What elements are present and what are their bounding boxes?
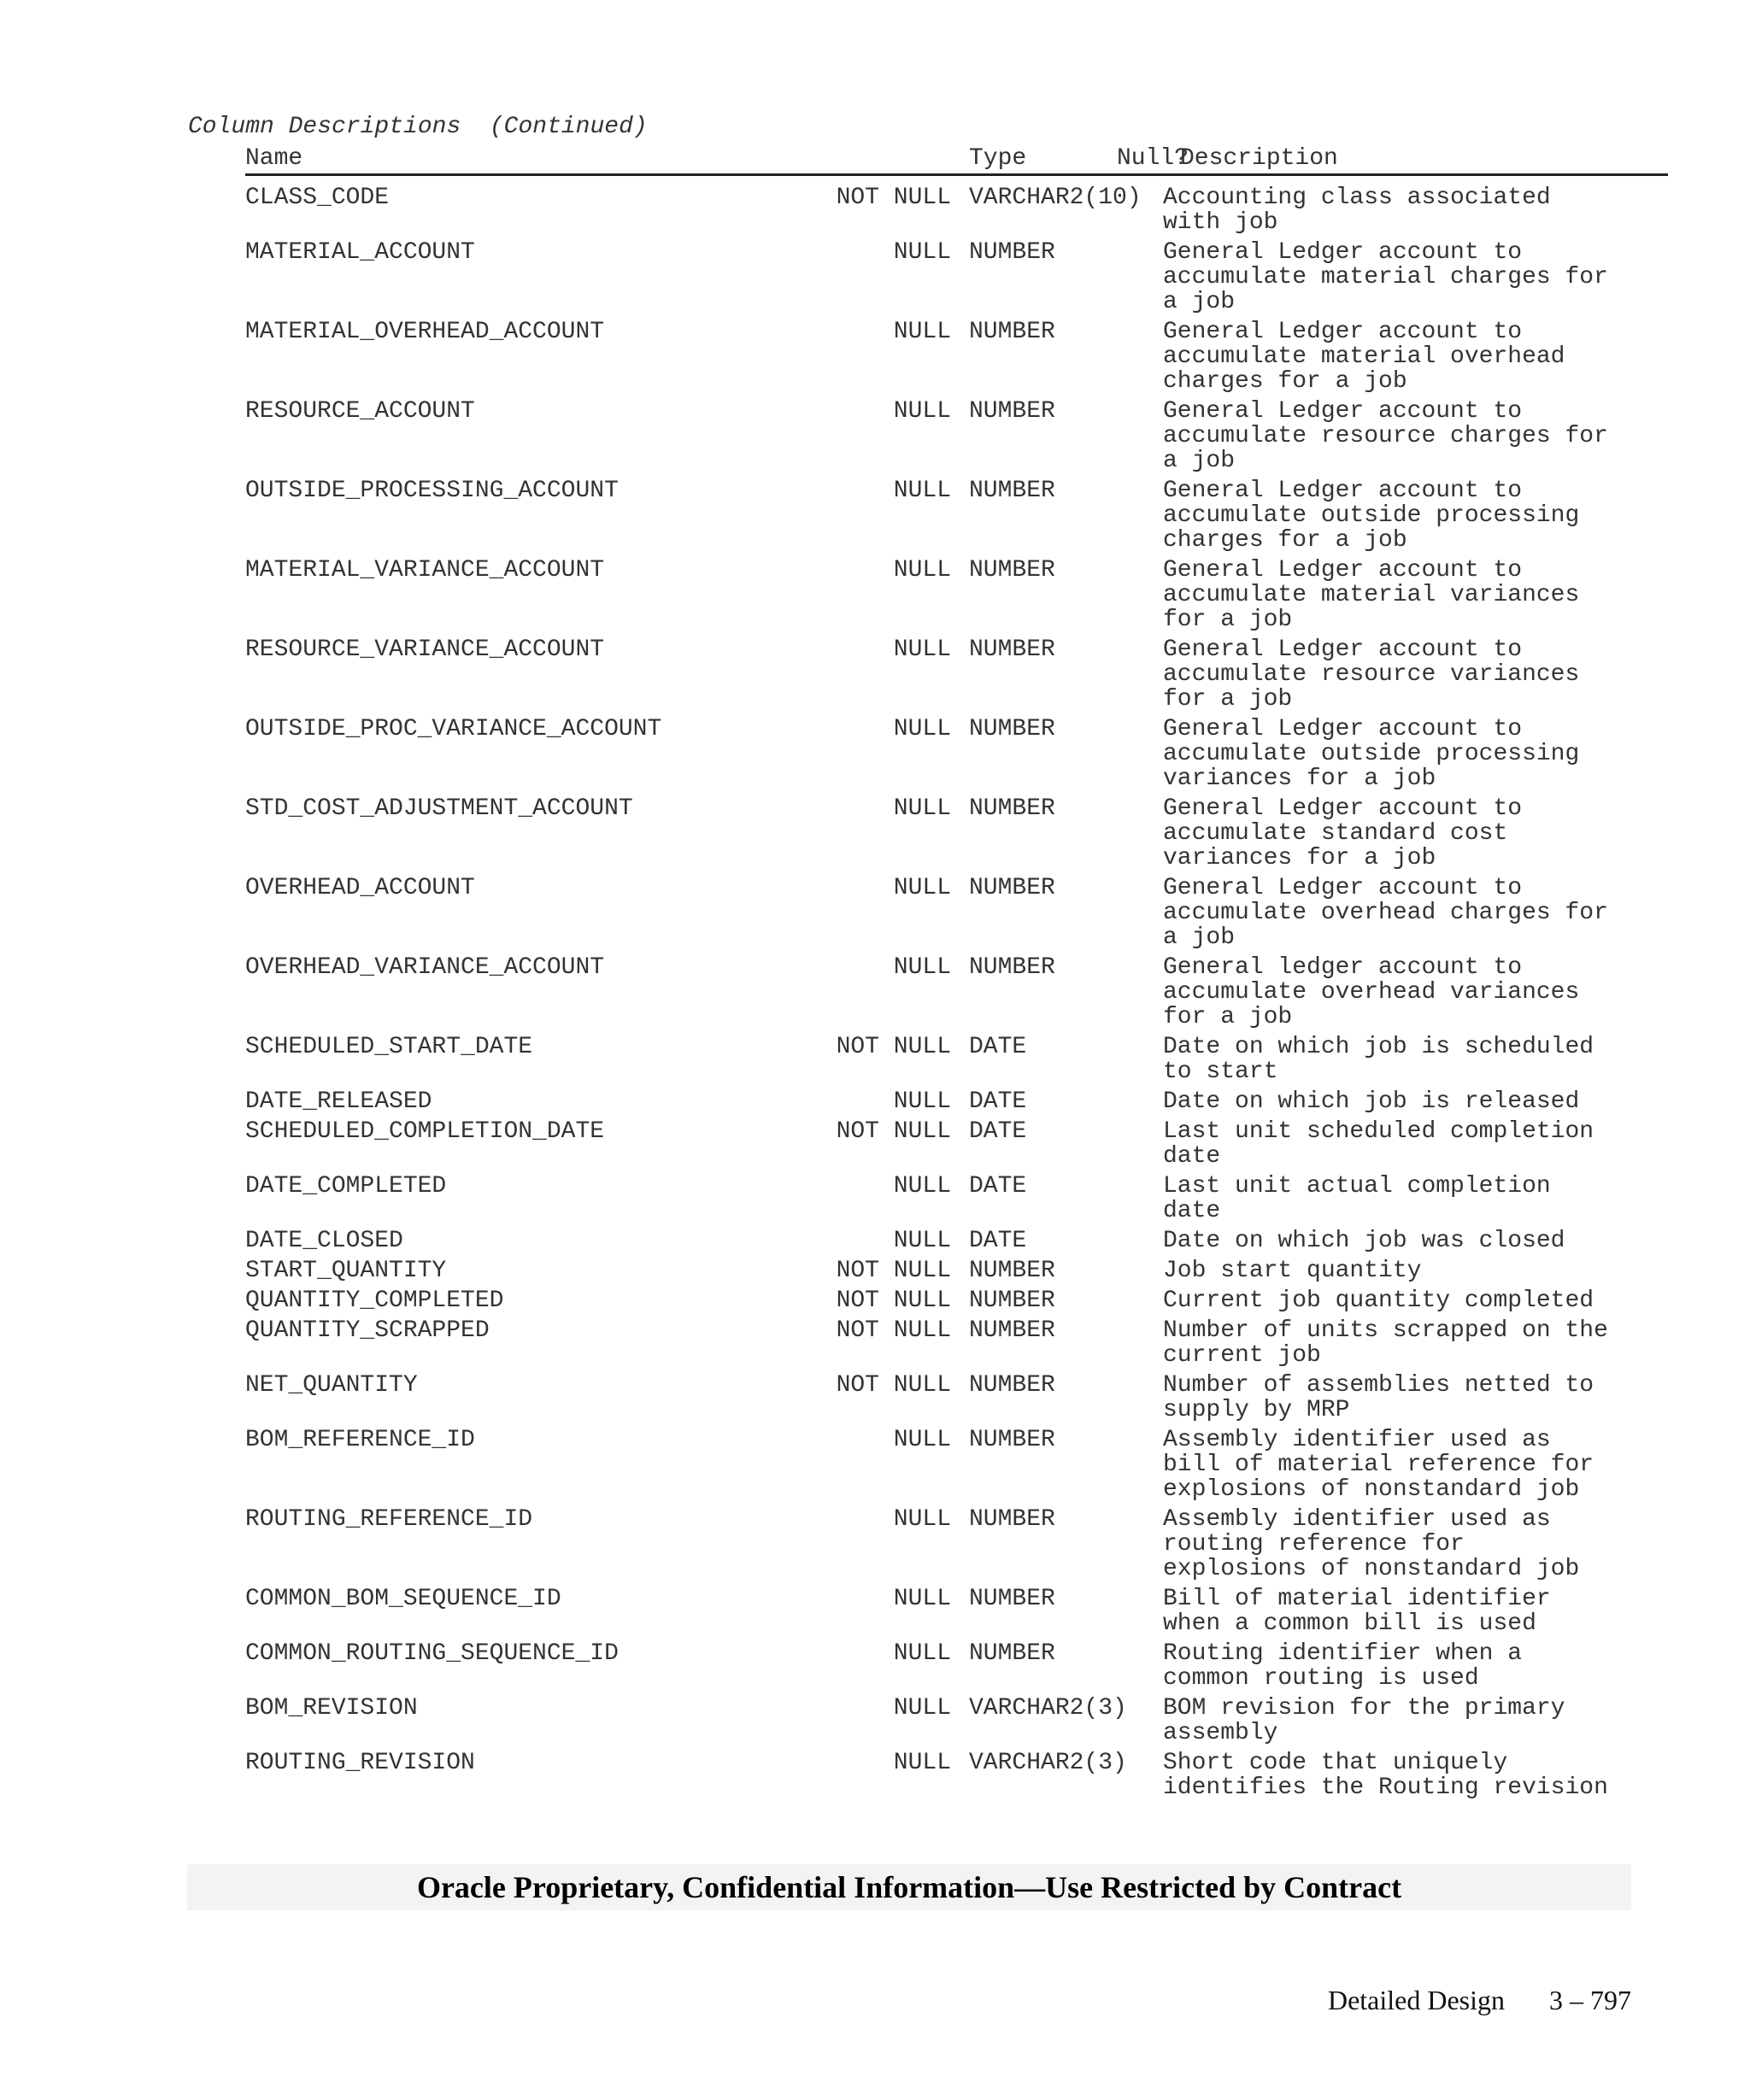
null-constraint-cell: NULL xyxy=(893,1427,951,1453)
null-constraint-cell: NULL xyxy=(893,319,951,345)
column-table-body xyxy=(245,185,1668,1805)
data-type-cell: NUMBER xyxy=(969,557,1055,584)
description-cell: Date on which job is released xyxy=(1163,1088,1580,1115)
column-name-cell: MATERIAL_OVERHEAD_ACCOUNT xyxy=(245,319,605,345)
data-type-cell: NUMBER xyxy=(969,478,1055,504)
footer-section-title: Detailed Design xyxy=(1327,1985,1505,2015)
null-constraint-cell: NULL xyxy=(893,398,951,425)
description-cell: BOM revision for the primary assembly xyxy=(1163,1695,1565,1746)
column-header-type: Type xyxy=(969,145,1027,172)
description-cell: Number of units scrapped on the current job xyxy=(1163,1317,1608,1369)
column-name-cell: OUTSIDE_PROC_VARIANCE_ACCOUNT xyxy=(245,716,662,742)
null-constraint-cell: NOT NULL xyxy=(836,1034,951,1060)
column-name-cell: QUANTITY_COMPLETED xyxy=(245,1288,504,1314)
column-name-cell: START_QUANTITY xyxy=(245,1258,447,1284)
data-type-cell: NUMBER xyxy=(969,398,1055,425)
data-type-cell: NUMBER xyxy=(969,636,1055,663)
data-type-cell: NUMBER xyxy=(969,1427,1055,1453)
column-name-cell: OUTSIDE_PROCESSING_ACCOUNT xyxy=(245,478,619,504)
data-type-cell: NUMBER xyxy=(969,716,1055,742)
table-row xyxy=(245,1229,1668,1253)
table-row xyxy=(245,955,1668,1029)
description-cell: General ledger account to accumulate overhead variances for a job xyxy=(1163,954,1580,1030)
table-row xyxy=(245,1428,1668,1502)
column-name-cell: DATE_RELEASED xyxy=(245,1088,432,1115)
column-name-cell: RESOURCE_VARIANCE_ACCOUNT xyxy=(245,636,605,663)
null-constraint-cell: NULL xyxy=(893,1695,951,1722)
column-name-cell: BOM_REVISION xyxy=(245,1695,418,1722)
column-name-cell: DATE_COMPLETED xyxy=(245,1173,447,1200)
null-constraint-cell: NULL xyxy=(893,1586,951,1612)
data-type-cell: NUMBER xyxy=(969,1640,1055,1667)
description-cell: Last unit scheduled completion date xyxy=(1163,1118,1594,1170)
null-constraint-cell: NOT NULL xyxy=(836,1118,951,1145)
null-constraint-cell: NULL xyxy=(893,795,951,822)
description-cell: General Ledger account to accumulate outside processing variances for a job xyxy=(1163,716,1580,792)
table-row xyxy=(245,1318,1668,1368)
data-type-cell: NUMBER xyxy=(969,239,1055,266)
data-type-cell: NUMBER xyxy=(969,795,1055,822)
description-cell: Assembly identifier used as bill of material reference for explosions of nonstandard job xyxy=(1163,1427,1594,1503)
null-constraint-cell: NOT NULL xyxy=(836,185,951,211)
table-row xyxy=(245,185,1668,235)
table-row xyxy=(245,240,1668,314)
description-cell: General Ledger account to accumulate overhead charges for a job xyxy=(1163,875,1608,951)
column-name-cell: STD_COST_ADJUSTMENT_ACCOUNT xyxy=(245,795,633,822)
data-type-cell: DATE xyxy=(969,1118,1027,1145)
table-row xyxy=(245,796,1668,871)
page-number: 3 – 797 xyxy=(1549,1985,1631,2015)
description-cell: Last unit actual completion date xyxy=(1163,1173,1551,1224)
data-type-cell: NUMBER xyxy=(969,1372,1055,1399)
data-type-cell: DATE xyxy=(969,1228,1027,1254)
table-row xyxy=(245,876,1668,950)
column-name-cell: CLASS_CODE xyxy=(245,185,390,211)
null-constraint-cell: NULL xyxy=(893,478,951,504)
null-constraint-cell: NULL xyxy=(893,557,951,584)
column-name-cell: ROUTING_REVISION xyxy=(245,1750,475,1776)
column-name-cell: BOM_REFERENCE_ID xyxy=(245,1427,475,1453)
description-cell: General Ledger account to accumulate resource variances for a job xyxy=(1163,636,1580,713)
data-type-cell: VARCHAR2(3) xyxy=(969,1750,1127,1776)
table-row xyxy=(245,1174,1668,1223)
description-cell: Date on which job is scheduled to start xyxy=(1163,1034,1594,1085)
column-name-cell: MATERIAL_ACCOUNT xyxy=(245,239,475,266)
data-type-cell: NUMBER xyxy=(969,1288,1055,1314)
description-cell: Bill of material identifier when a common bill is used xyxy=(1163,1586,1551,1637)
data-type-cell: DATE xyxy=(969,1088,1027,1115)
confidential-notice: Oracle Proprietary, Confidential Information––Use Restricted by Contract xyxy=(416,1870,1402,1904)
null-constraint-cell: NOT NULL xyxy=(836,1372,951,1399)
column-name-cell: SCHEDULED_START_DATE xyxy=(245,1034,533,1060)
data-type-cell: NUMBER xyxy=(969,319,1055,345)
column-name-cell: OVERHEAD_ACCOUNT xyxy=(245,875,475,901)
table-row xyxy=(245,1288,1668,1313)
data-type-cell: NUMBER xyxy=(969,1506,1055,1533)
table-row xyxy=(245,1641,1668,1691)
data-type-cell: NUMBER xyxy=(969,875,1055,901)
column-name-cell: COMMON_ROUTING_SEQUENCE_ID xyxy=(245,1640,619,1667)
null-constraint-cell: NULL xyxy=(893,636,951,663)
column-name-cell: MATERIAL_VARIANCE_ACCOUNT xyxy=(245,557,605,584)
data-type-cell: DATE xyxy=(969,1034,1027,1060)
column-name-cell: OVERHEAD_VARIANCE_ACCOUNT xyxy=(245,954,605,981)
table-row xyxy=(245,1373,1668,1422)
column-name-cell: QUANTITY_SCRAPPED xyxy=(245,1317,490,1344)
description-cell: General Ledger account to accumulate standard cost variances for a job xyxy=(1163,795,1523,871)
data-type-cell: VARCHAR2(10) xyxy=(969,185,1142,211)
null-constraint-cell: NULL xyxy=(893,1088,951,1115)
description-cell: Number of assemblies netted to supply by MRP xyxy=(1163,1372,1594,1423)
description-cell: General Ledger account to accumulate material overhead charges for a job xyxy=(1163,319,1565,395)
description-cell: Accounting class associated with job xyxy=(1163,185,1551,236)
table-row xyxy=(245,1035,1668,1084)
table-row xyxy=(245,1696,1668,1745)
table-row xyxy=(245,1089,1668,1114)
description-cell: Routing identifier when a common routing is used xyxy=(1163,1640,1523,1692)
column-header-description: Description xyxy=(1180,145,1338,172)
column-name-cell: ROUTING_REFERENCE_ID xyxy=(245,1506,533,1533)
column-name-cell: COMMON_BOM_SEQUENCE_ID xyxy=(245,1586,561,1612)
null-constraint-cell: NULL xyxy=(893,875,951,901)
confidential-banner xyxy=(187,1864,1631,1910)
data-type-cell: DATE xyxy=(969,1173,1027,1200)
null-constraint-cell: NOT NULL xyxy=(836,1288,951,1314)
null-constraint-cell: NULL xyxy=(893,239,951,266)
null-constraint-cell: NULL xyxy=(893,1640,951,1667)
section-caption: Column Descriptions (Continued) xyxy=(188,114,648,140)
data-type-cell: VARCHAR2(3) xyxy=(969,1695,1127,1722)
table-row xyxy=(245,558,1668,632)
null-constraint-cell: NOT NULL xyxy=(836,1317,951,1344)
table-row xyxy=(245,637,1668,712)
null-constraint-cell: NULL xyxy=(893,954,951,981)
data-type-cell: NUMBER xyxy=(969,1258,1055,1284)
null-constraint-cell: NOT NULL xyxy=(836,1258,951,1284)
table-row xyxy=(245,717,1668,791)
table-row xyxy=(245,1507,1668,1581)
column-header-name: Name xyxy=(245,145,303,172)
description-cell: Current job quantity completed xyxy=(1163,1288,1594,1314)
table-row xyxy=(245,478,1668,553)
null-constraint-cell: NULL xyxy=(893,1506,951,1533)
table-row xyxy=(245,1258,1668,1283)
table-row xyxy=(245,399,1668,473)
description-cell: General Ledger account to accumulate resource charges for a job xyxy=(1163,398,1608,474)
table-row xyxy=(245,1119,1668,1169)
column-name-cell: NET_QUANTITY xyxy=(245,1372,418,1399)
table-row xyxy=(245,1587,1668,1636)
data-type-cell: NUMBER xyxy=(969,1586,1055,1612)
null-constraint-cell: NULL xyxy=(893,716,951,742)
column-name-cell: RESOURCE_ACCOUNT xyxy=(245,398,475,425)
column-header-null-label: Null? xyxy=(1117,145,1189,172)
description-cell: General Ledger account to accumulate outside processing charges for a job xyxy=(1163,478,1580,554)
null-constraint-cell: NULL xyxy=(893,1173,951,1200)
column-name-cell: DATE_CLOSED xyxy=(245,1228,403,1254)
description-cell: General Ledger account to accumulate material charges for a job xyxy=(1163,239,1608,315)
data-type-cell: NUMBER xyxy=(969,1317,1055,1344)
description-cell: Assembly identifier used as routing reference for explosions of nonstandard job xyxy=(1163,1506,1580,1582)
column-name-cell: SCHEDULED_COMPLETION_DATE xyxy=(245,1118,605,1145)
data-type-cell: NUMBER xyxy=(969,954,1055,981)
description-cell: Short code that uniquely identifies the Routing revision xyxy=(1163,1750,1608,1801)
page-footer xyxy=(1314,1953,1631,2016)
table-row xyxy=(245,320,1668,394)
null-constraint-cell: NULL xyxy=(893,1750,951,1776)
null-constraint-cell: NULL xyxy=(893,1228,951,1254)
table-row xyxy=(245,1751,1668,1800)
description-cell: Job start quantity xyxy=(1163,1258,1422,1284)
table-header xyxy=(245,146,1668,176)
description-cell: General Ledger account to accumulate material variances for a job xyxy=(1163,557,1580,633)
description-cell: Date on which job was closed xyxy=(1163,1228,1565,1254)
